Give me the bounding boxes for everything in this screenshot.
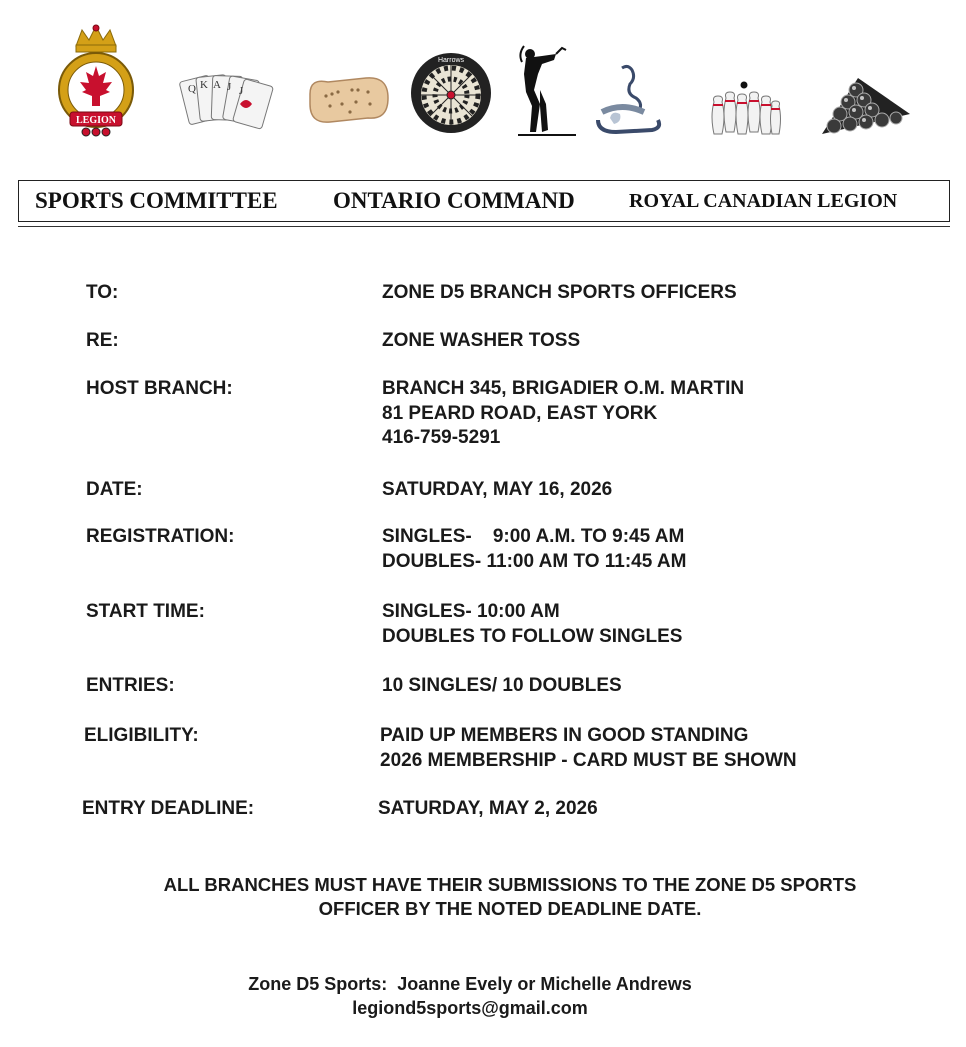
detail-value: DOUBLES- 11:00 AM TO 11:45 AM [382, 550, 687, 572]
golfer-icon [514, 44, 580, 140]
legion-crest-icon [54, 22, 138, 138]
bowling-pins-icon [704, 80, 784, 138]
detail-value: SATURDAY, MAY 2, 2026 [378, 798, 598, 819]
svg-text:Q: Q [188, 83, 196, 95]
detail-value: 416-759-5291 [382, 427, 501, 448]
dartboard-brand: Harrows [437, 57, 465, 64]
horseshoe-icon [592, 62, 666, 136]
svg-text:K: K [200, 79, 208, 91]
cribbage-board-icon [306, 74, 392, 126]
detail-value: 81 PEARD ROAD, EAST YORK [382, 402, 658, 424]
svg-text:A: A [213, 79, 221, 91]
detail-label: RE: [86, 330, 119, 351]
notice-line-1: ALL BRANCHES MUST HAVE THEIR SUBMISSIONS TO THE ZONE D5 SPORTS [163, 874, 857, 895]
legion-badge-text: LEGION [75, 115, 117, 126]
detail-value: 10 SINGLES/ 10 DOUBLES [382, 675, 622, 696]
notice-line-2: OFFICER BY THE NOTED DEADLINE DATE. [318, 898, 702, 919]
contact-block [80, 972, 860, 1020]
banner-underline [18, 226, 950, 227]
svg-text:J: J [227, 81, 232, 93]
sports-icon-row [0, 0, 966, 160]
detail-value: 2026 MEMBERSHIP - CARD MUST BE SHOWN [380, 749, 797, 771]
detail-value: ZONE D5 BRANCH SPORTS OFFICERS [382, 282, 737, 303]
detail-label: ENTRY DEADLINE: [82, 798, 255, 819]
detail-label: TO: [86, 282, 119, 303]
contact-names: Zone D5 Sports: Joanne Evely or Michelle Andrews [248, 974, 692, 994]
committee-banner [18, 180, 950, 222]
detail-value: PAID UP MEMBERS IN GOOD STANDING [380, 725, 749, 746]
detail-label: ENTRIES: [86, 675, 175, 696]
detail-value: SATURDAY, MAY 16, 2026 [382, 479, 613, 500]
playing-cards-icon [178, 68, 276, 136]
detail-value: DOUBLES TO FOLLOW SINGLES [382, 625, 683, 647]
billiard-rack-icon [818, 74, 914, 140]
contact-email[interactable]: legiond5sports@gmail.com [352, 998, 588, 1018]
banner-sports-committee: SPORTS COMMITTEE [35, 188, 278, 213]
banner-ontario-command: ONTARIO COMMAND [333, 188, 575, 213]
detail-label: START TIME: [86, 601, 205, 622]
detail-label: ELIGIBILITY: [84, 725, 199, 746]
banner-royal-canadian-legion: ROYAL CANADIAN LEGION [629, 189, 898, 212]
detail-value: ZONE WASHER TOSS [382, 330, 581, 351]
dartboard-icon [410, 52, 492, 134]
detail-label: HOST BRANCH: [86, 378, 233, 399]
detail-value: BRANCH 345, BRIGADIER O.M. MARTIN [382, 378, 745, 399]
svg-text:J: J [239, 85, 244, 97]
detail-label: REGISTRATION: [86, 526, 235, 547]
submission-notice [60, 873, 960, 921]
detail-label: DATE: [86, 479, 143, 500]
detail-value: SINGLES- 9:00 A.M. TO 9:45 AM [382, 526, 685, 547]
detail-value: SINGLES- 10:00 AM [382, 601, 560, 622]
